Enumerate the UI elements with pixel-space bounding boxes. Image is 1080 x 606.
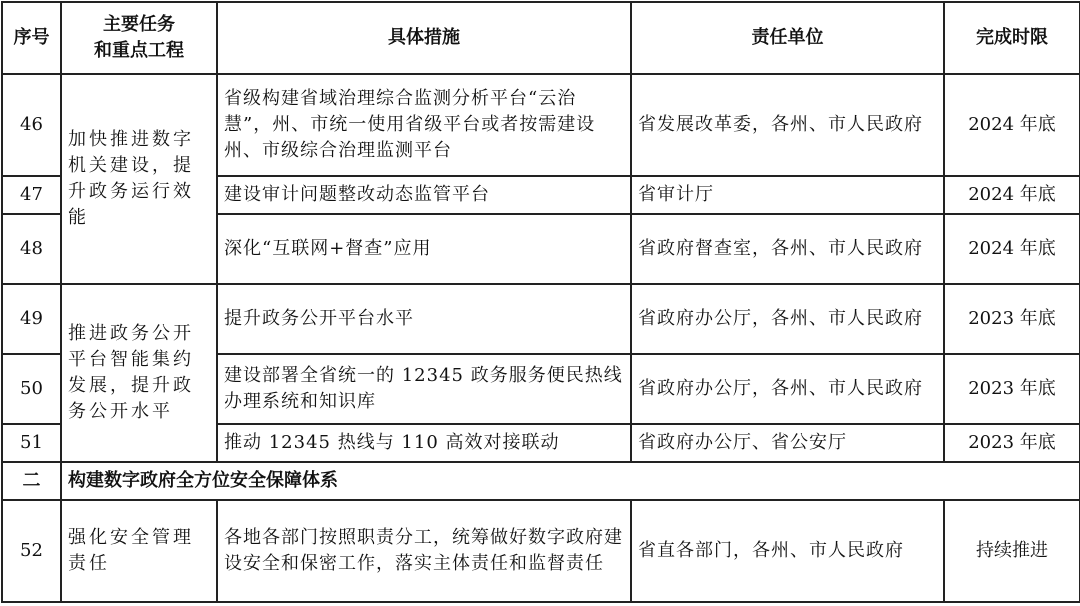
unit-cell: 省政府办公厅、省公安厅 [631, 424, 944, 462]
header-measure: 具体措施 [217, 2, 631, 74]
task-cell: 强化安全管理责任 [61, 500, 217, 602]
header-task [61, 2, 217, 74]
table-row [2, 500, 1080, 602]
task-cell: 推进政务公开平台智能集约发展，提升政务公开水平 [61, 284, 217, 462]
row-no: 46 [2, 74, 61, 176]
measure-cell: 建设审计问题整改动态监管平台 [217, 176, 631, 214]
row-no: 52 [2, 500, 61, 602]
section-no: 二 [2, 462, 61, 500]
section-row [2, 462, 1080, 500]
measure-cell: 各地各部门按照职责分工，统筹做好数字政府建设安全和保密工作，落实主体责任和监督责任 [217, 500, 631, 602]
unit-cell: 省政府办公厅，各州、市人民政府 [631, 284, 944, 354]
task-cell: 加快推进数字机关建设，提升政务运行效能 [61, 74, 217, 284]
measure-cell: 建设部署全省统一的 12345 政务服务便民热线办理系统和知识库 [217, 354, 631, 424]
deadline-cell: 2024 年底 [944, 176, 1080, 214]
header-no: 序号 [2, 2, 61, 74]
measure-cell: 省级构建省域治理综合监测分析平台“云治慧”，州、市统一使用省级平台或者按需建设州、市级综合治理监测平台 [217, 74, 631, 176]
row-no: 47 [2, 176, 61, 214]
table-row [2, 284, 1080, 354]
unit-cell: 省直各部门，各州、市人民政府 [631, 500, 944, 602]
row-no: 48 [2, 214, 61, 284]
unit-cell: 省审计厅 [631, 176, 944, 214]
deadline-cell: 持续推进 [944, 500, 1080, 602]
measure-cell: 提升政务公开平台水平 [217, 284, 631, 354]
section-title: 构建数字政府全方位安全保障体系 [61, 462, 1080, 500]
header-unit: 责任单位 [631, 2, 944, 74]
header-task-line1: 主要任务 [103, 14, 175, 35]
unit-cell: 省政府办公厅，各州、市人民政府 [631, 354, 944, 424]
deadline-cell: 2024 年底 [944, 74, 1080, 176]
header-deadline: 完成时限 [944, 2, 1080, 74]
deadline-cell: 2023 年底 [944, 354, 1080, 424]
deadline-cell: 2024 年底 [944, 214, 1080, 284]
unit-cell: 省政府督查室，各州、市人民政府 [631, 214, 944, 284]
deadline-cell: 2023 年底 [944, 424, 1080, 462]
header-task-line2: 和重点工程 [94, 40, 184, 61]
deadline-cell: 2023 年底 [944, 284, 1080, 354]
unit-cell: 省发展改革委，各州、市人民政府 [631, 74, 944, 176]
table-row [2, 74, 1080, 176]
measure-cell: 深化“互联网+督查”应用 [217, 214, 631, 284]
measure-cell: 推动 12345 热线与 110 高效对接联动 [217, 424, 631, 462]
header-row [2, 2, 1080, 74]
row-no: 51 [2, 424, 61, 462]
row-no: 50 [2, 354, 61, 424]
task-table [1, 1, 1080, 603]
row-no: 49 [2, 284, 61, 354]
